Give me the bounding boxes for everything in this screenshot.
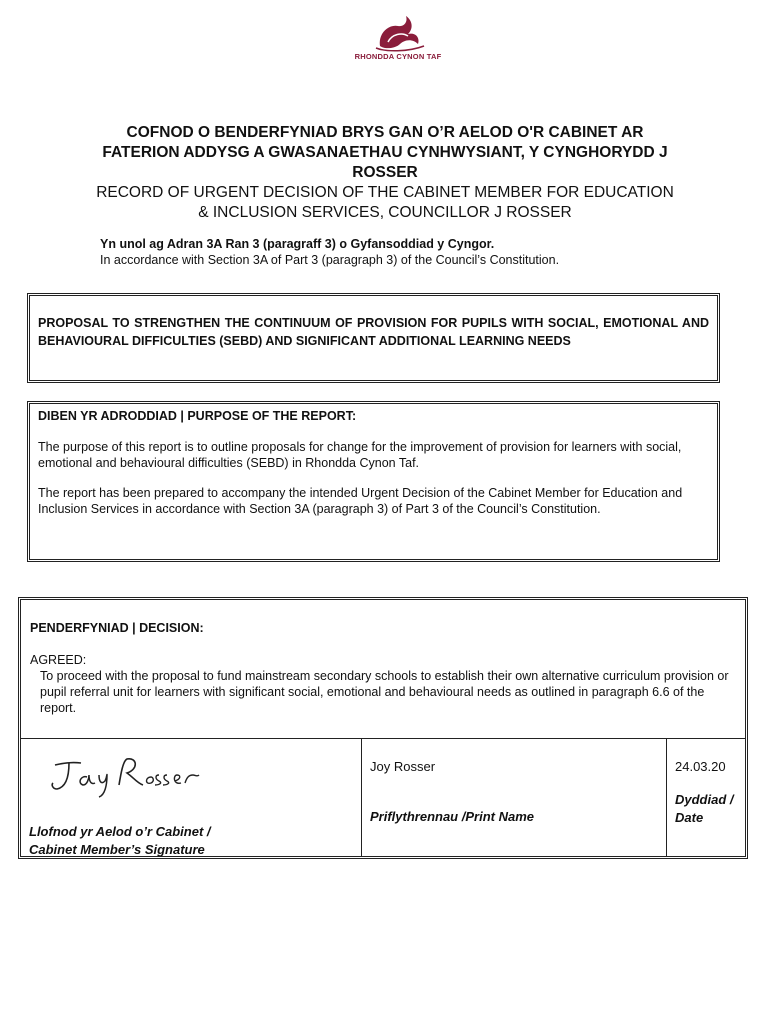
page-title <box>90 123 680 223</box>
purpose-box <box>27 401 720 562</box>
signature-label <box>29 823 211 859</box>
dragon-logo-icon <box>368 12 428 52</box>
signature-label-welsh: Llofnod yr Aelod o’r Cabinet / <box>29 824 211 839</box>
signature-row <box>21 738 745 856</box>
title-english: RECORD OF URGENT DECISION OF THE CABINET MEMBER FOR EDUCATION & INCLUSION SERVICES, COUNCILLOR J ROSSER <box>96 184 674 221</box>
decision-heading: PENDERFYNIAD | DECISION: <box>30 621 204 635</box>
constitution-reference <box>100 236 700 268</box>
title-welsh: COFNOD O BENDERFYNIAD BRYS GAN O’R AELOD O'R CABINET AR FATERION ADDYSG A GWASANAETHAU CYNHWYSIANT, Y CYNGHORYDD J ROSSER <box>102 124 668 181</box>
decision-text: To proceed with the proposal to fund mainstream secondary schools to establish their own alternative curriculum provision or pupil referral unit for learners with significant social, emotional and behavioural needs as outlined in paragraph 6.6 of the report. <box>40 669 729 715</box>
agreed-label: AGREED: <box>30 653 87 667</box>
decision-box <box>18 597 748 859</box>
date-label-english: Date <box>675 810 704 825</box>
print-name-cell <box>362 739 667 856</box>
date-cell <box>667 739 745 856</box>
decision-content <box>30 620 739 716</box>
date-value: 24.03.20 <box>675 759 726 774</box>
intro-welsh: Yn unol ag Adran 3A Ran 3 (paragraff 3) o Gyfansoddiad y Cyngor. <box>100 237 495 251</box>
handwritten-signature <box>47 751 207 801</box>
signature-cell <box>21 739 362 856</box>
council-logo <box>338 12 458 68</box>
intro-english: In accordance with Section 3A of Part 3 (paragraph 3) of the Council’s Constitution. <box>100 253 560 267</box>
print-name-value: Joy Rosser <box>370 759 436 774</box>
purpose-paragraph-2: The report has been prepared to accompany the intended Urgent Decision of the Cabinet Member for Education and Inclusion Services in accordance with Section 3A (paragraph 3) of Part 3 of the Council’s Constitution. <box>38 486 683 516</box>
signature-label-english: Cabinet Member’s Signature <box>29 842 205 857</box>
proposal-box <box>27 293 720 383</box>
print-name-label: Priflythrennau /Print Name <box>370 809 534 824</box>
proposal-title: PROPOSAL TO STRENGTHEN THE CONTINUUM OF PROVISION FOR PUPILS WITH SOCIAL, EMOTIONAL AND BEHAVIOURAL DIFFICULTIES (SEBD) AND SIGNIFICANT ADDITIONAL LEARNING NEEDS <box>38 316 709 348</box>
purpose-paragraph-1: The purpose of this report is to outline proposals for change for the improvement of provision for learners with social, emotional and behavioural difficulties (SEBD) in Rhondda Cynon Taf. <box>38 440 682 470</box>
date-label <box>675 791 734 827</box>
logo-text: RHONDDA CYNON TAF <box>354 52 442 61</box>
date-label-welsh: Dyddiad / <box>675 792 734 807</box>
purpose-heading: DIBEN YR ADRODDIAD | PURPOSE OF THE REPORT: <box>38 409 357 423</box>
